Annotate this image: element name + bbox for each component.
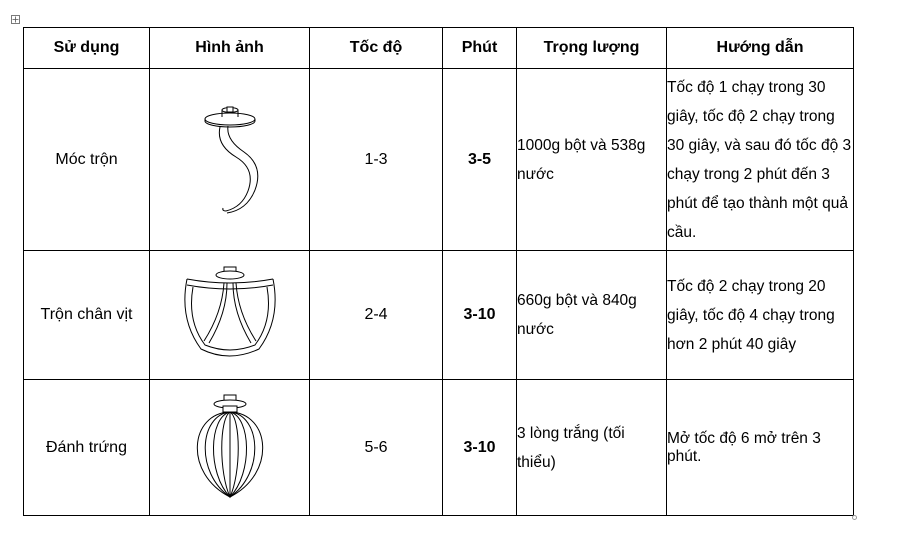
header-weight: Trọng lượng [517, 28, 667, 69]
speed-cell: 5-6 [310, 380, 443, 516]
speed-cell: 2-4 [310, 251, 443, 380]
header-image: Hình ảnh [150, 28, 310, 69]
table-row [24, 380, 854, 516]
wire-whisk-icon [185, 393, 275, 503]
flat-beater-icon [175, 265, 285, 365]
speed-cell: 1-3 [310, 69, 443, 251]
table-move-handle[interactable] [11, 15, 20, 24]
weight-cell: 1000g bột và 538g nước [517, 69, 667, 251]
header-usage: Sử dụng [24, 28, 150, 69]
minutes-cell: 3-10 [443, 251, 517, 380]
guide-cell: Tốc độ 1 chạy trong 30 giây, tốc độ 2 chạy trong 30 giây, và sau đó tốc độ 3 chạy trong 2 phút đến 3 phút để tạo thành một quả cầu. [667, 69, 854, 251]
guide-cell: Tốc độ 2 chạy trong 20 giây, tốc độ 4 chạy trong hơn 2 phút 40 giây [667, 251, 854, 380]
table-row [24, 251, 854, 380]
table-resize-handle[interactable] [852, 515, 857, 520]
table-header-row [24, 28, 854, 69]
image-cell [150, 380, 310, 516]
usage-cell: Móc trộn [24, 69, 150, 251]
header-guide: Hướng dẫn [667, 28, 854, 69]
header-speed: Tốc độ [310, 28, 443, 69]
table-row [24, 69, 854, 251]
move-arrows-icon [12, 16, 19, 23]
weight-cell: 3 lòng trắng (tối thiểu) [517, 380, 667, 516]
usage-cell: Đánh trứng [24, 380, 150, 516]
header-minutes: Phút [443, 28, 517, 69]
weight-cell: 660g bột và 840g nước [517, 251, 667, 380]
minutes-cell: 3-10 [443, 380, 517, 516]
image-cell [150, 69, 310, 251]
mixer-attachment-table [23, 27, 854, 516]
image-cell [150, 251, 310, 380]
dough-hook-icon [190, 105, 270, 215]
usage-cell: Trộn chân vịt [24, 251, 150, 380]
guide-cell: Mở tốc độ 6 mở trên 3 phút. [667, 380, 854, 516]
minutes-cell: 3-5 [443, 69, 517, 251]
